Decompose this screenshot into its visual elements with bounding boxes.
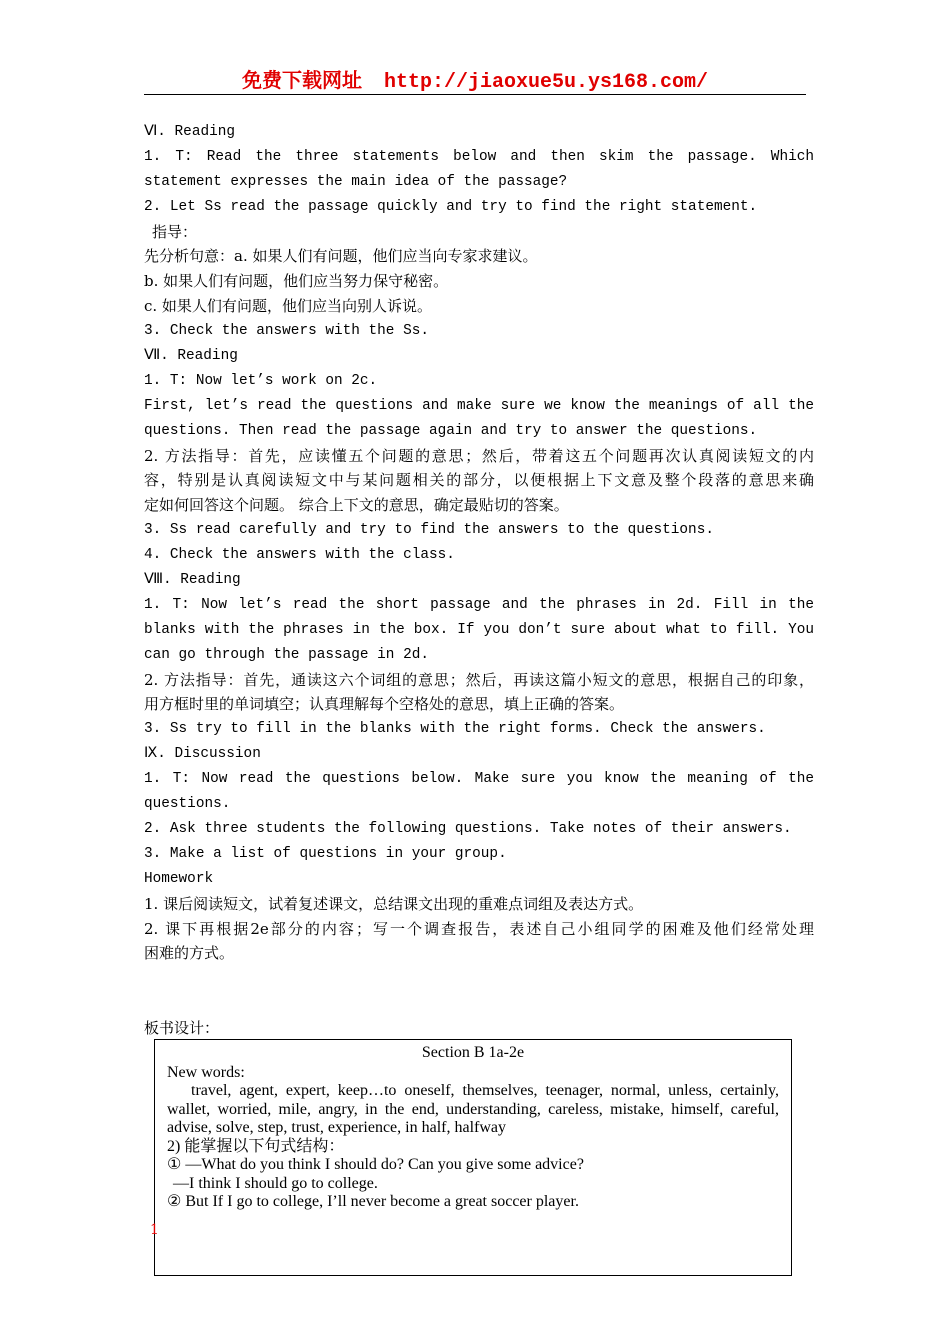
text-line: 1. T: Now let’s read the short passage and the phrases in 2d. Fill in the: [144, 596, 814, 613]
header-label: 免费下载网址: [241, 68, 362, 92]
text-line: 1. T: Now let’s work on 2c.: [144, 372, 378, 389]
text-line: First, let’s read the questions and make sure we know the meanings of all the: [144, 397, 814, 414]
structures-label: 2) 能掌握以下句式结构：: [167, 1137, 345, 1155]
section-title: Ⅶ. Reading: [144, 348, 238, 365]
text-line: 3. Ss try to fill in the blanks with the right forms. Check the answers.: [144, 721, 766, 738]
board-title: Section B 1a-2e: [421, 1044, 525, 1061]
new-words-label: New words:: [167, 1063, 245, 1081]
text-line: 4. Check the answers with the class.: [144, 547, 455, 564]
board-design-label: 板书设计：: [144, 1019, 220, 1037]
section-title: Homework: [144, 870, 214, 887]
text-line: b. 如果人们有问题，他们应当努力保守秘密。: [144, 272, 449, 291]
text-line: 1. T: Now read the questions below. Make sure you know the meaning of the: [144, 771, 814, 788]
text-line: blanks with the phrases in the box. If you don’t sure about what to fill. You: [144, 621, 814, 638]
sentence-structure: ② But If I go to college, I’ll never become a great soccer player.: [167, 1193, 579, 1210]
text-line: 困难的方式。: [144, 944, 235, 963]
text-line: 2. 方法指导：首先，通读这六个词组的意思；然后，再读这篇小短文的意思，根据自己的印象，: [144, 670, 814, 689]
text-line: questions. Then read the passage again and try to answer the questions.: [144, 422, 758, 439]
document-body: [144, 120, 814, 966]
text-line: 1. T: Read the three statements below and then skim the passage. Which: [144, 148, 814, 165]
text-line: 3. Ss read carefully and try to find the answers to the questions.: [144, 522, 714, 539]
text-line: statement expresses the main idea of the passage?: [144, 173, 568, 190]
header-rule: [144, 94, 806, 95]
text-line: 先分析句意：a. 如果人们有问题，他们应当向专家求建议。: [144, 247, 538, 266]
sentence-structure: —I think I should go to college.: [173, 1174, 378, 1192]
section-title: Ⅵ. Reading: [144, 124, 235, 140]
sentence-structure: ① —What do you think I should do? Can you give some advice?: [167, 1156, 584, 1173]
text-line: 1. 课后阅读短文，试着复述课文，总结课文出现的重难点词组及表达方式。: [144, 894, 644, 913]
new-words-list: travel, agent, expert, keep…to oneself, themselves, teenager, normal, unless, certainly, wallet, worried, mile, angry, in the end, understanding, careless, mistake, himself, careful, advise, solve, step, trust, experience, in half, halfway: [167, 1082, 779, 1136]
text-line: 指导：: [152, 222, 198, 241]
text-line: 2. 方法指导：首先，应读懂五个问题的意思；然后，带着这五个问题再次认真阅读短文的内: [144, 446, 814, 465]
text-line: 定如何回答这个问题。 综合上下文的意思，确定最贴切的答案。: [144, 496, 569, 515]
text-line: c. 如果人们有问题，他们应当向别人诉说。: [144, 297, 432, 316]
header-url[interactable]: http://jiaoxue5u.ys168.com/: [383, 71, 709, 94]
section-title: Ⅷ. Reading: [144, 572, 241, 589]
text-line: 2. Let Ss read the passage quickly and try to find the right statement.: [144, 198, 758, 215]
section-title: Ⅸ. Discussion: [144, 746, 261, 763]
page-number: 1: [150, 1222, 159, 1238]
text-line: can go through the passage in 2d.: [144, 646, 429, 663]
page-header: [144, 64, 806, 94]
text-line: 2. Ask three students the following questions. Take notes of their answers.: [144, 820, 792, 837]
text-line: 用方框时里的单词填空；认真理解每个空格处的意思，填上正确的答案。: [144, 695, 625, 714]
text-line: 2. 课下再根据2e部分的内容；写一个调查报告，表述自己小组同学的困难及他们经常处理: [144, 919, 814, 938]
text-line: questions.: [144, 796, 231, 813]
text-line: 容，特别是认真阅读短文中与某问题相关的部分，以便根据上下文意及整个段落的意思来确: [144, 471, 814, 490]
text-line: 3. Check the answers with the Ss.: [144, 323, 429, 340]
text-line: 3. Make a list of questions in your group.: [144, 845, 507, 862]
board-design-box: [154, 1039, 792, 1276]
